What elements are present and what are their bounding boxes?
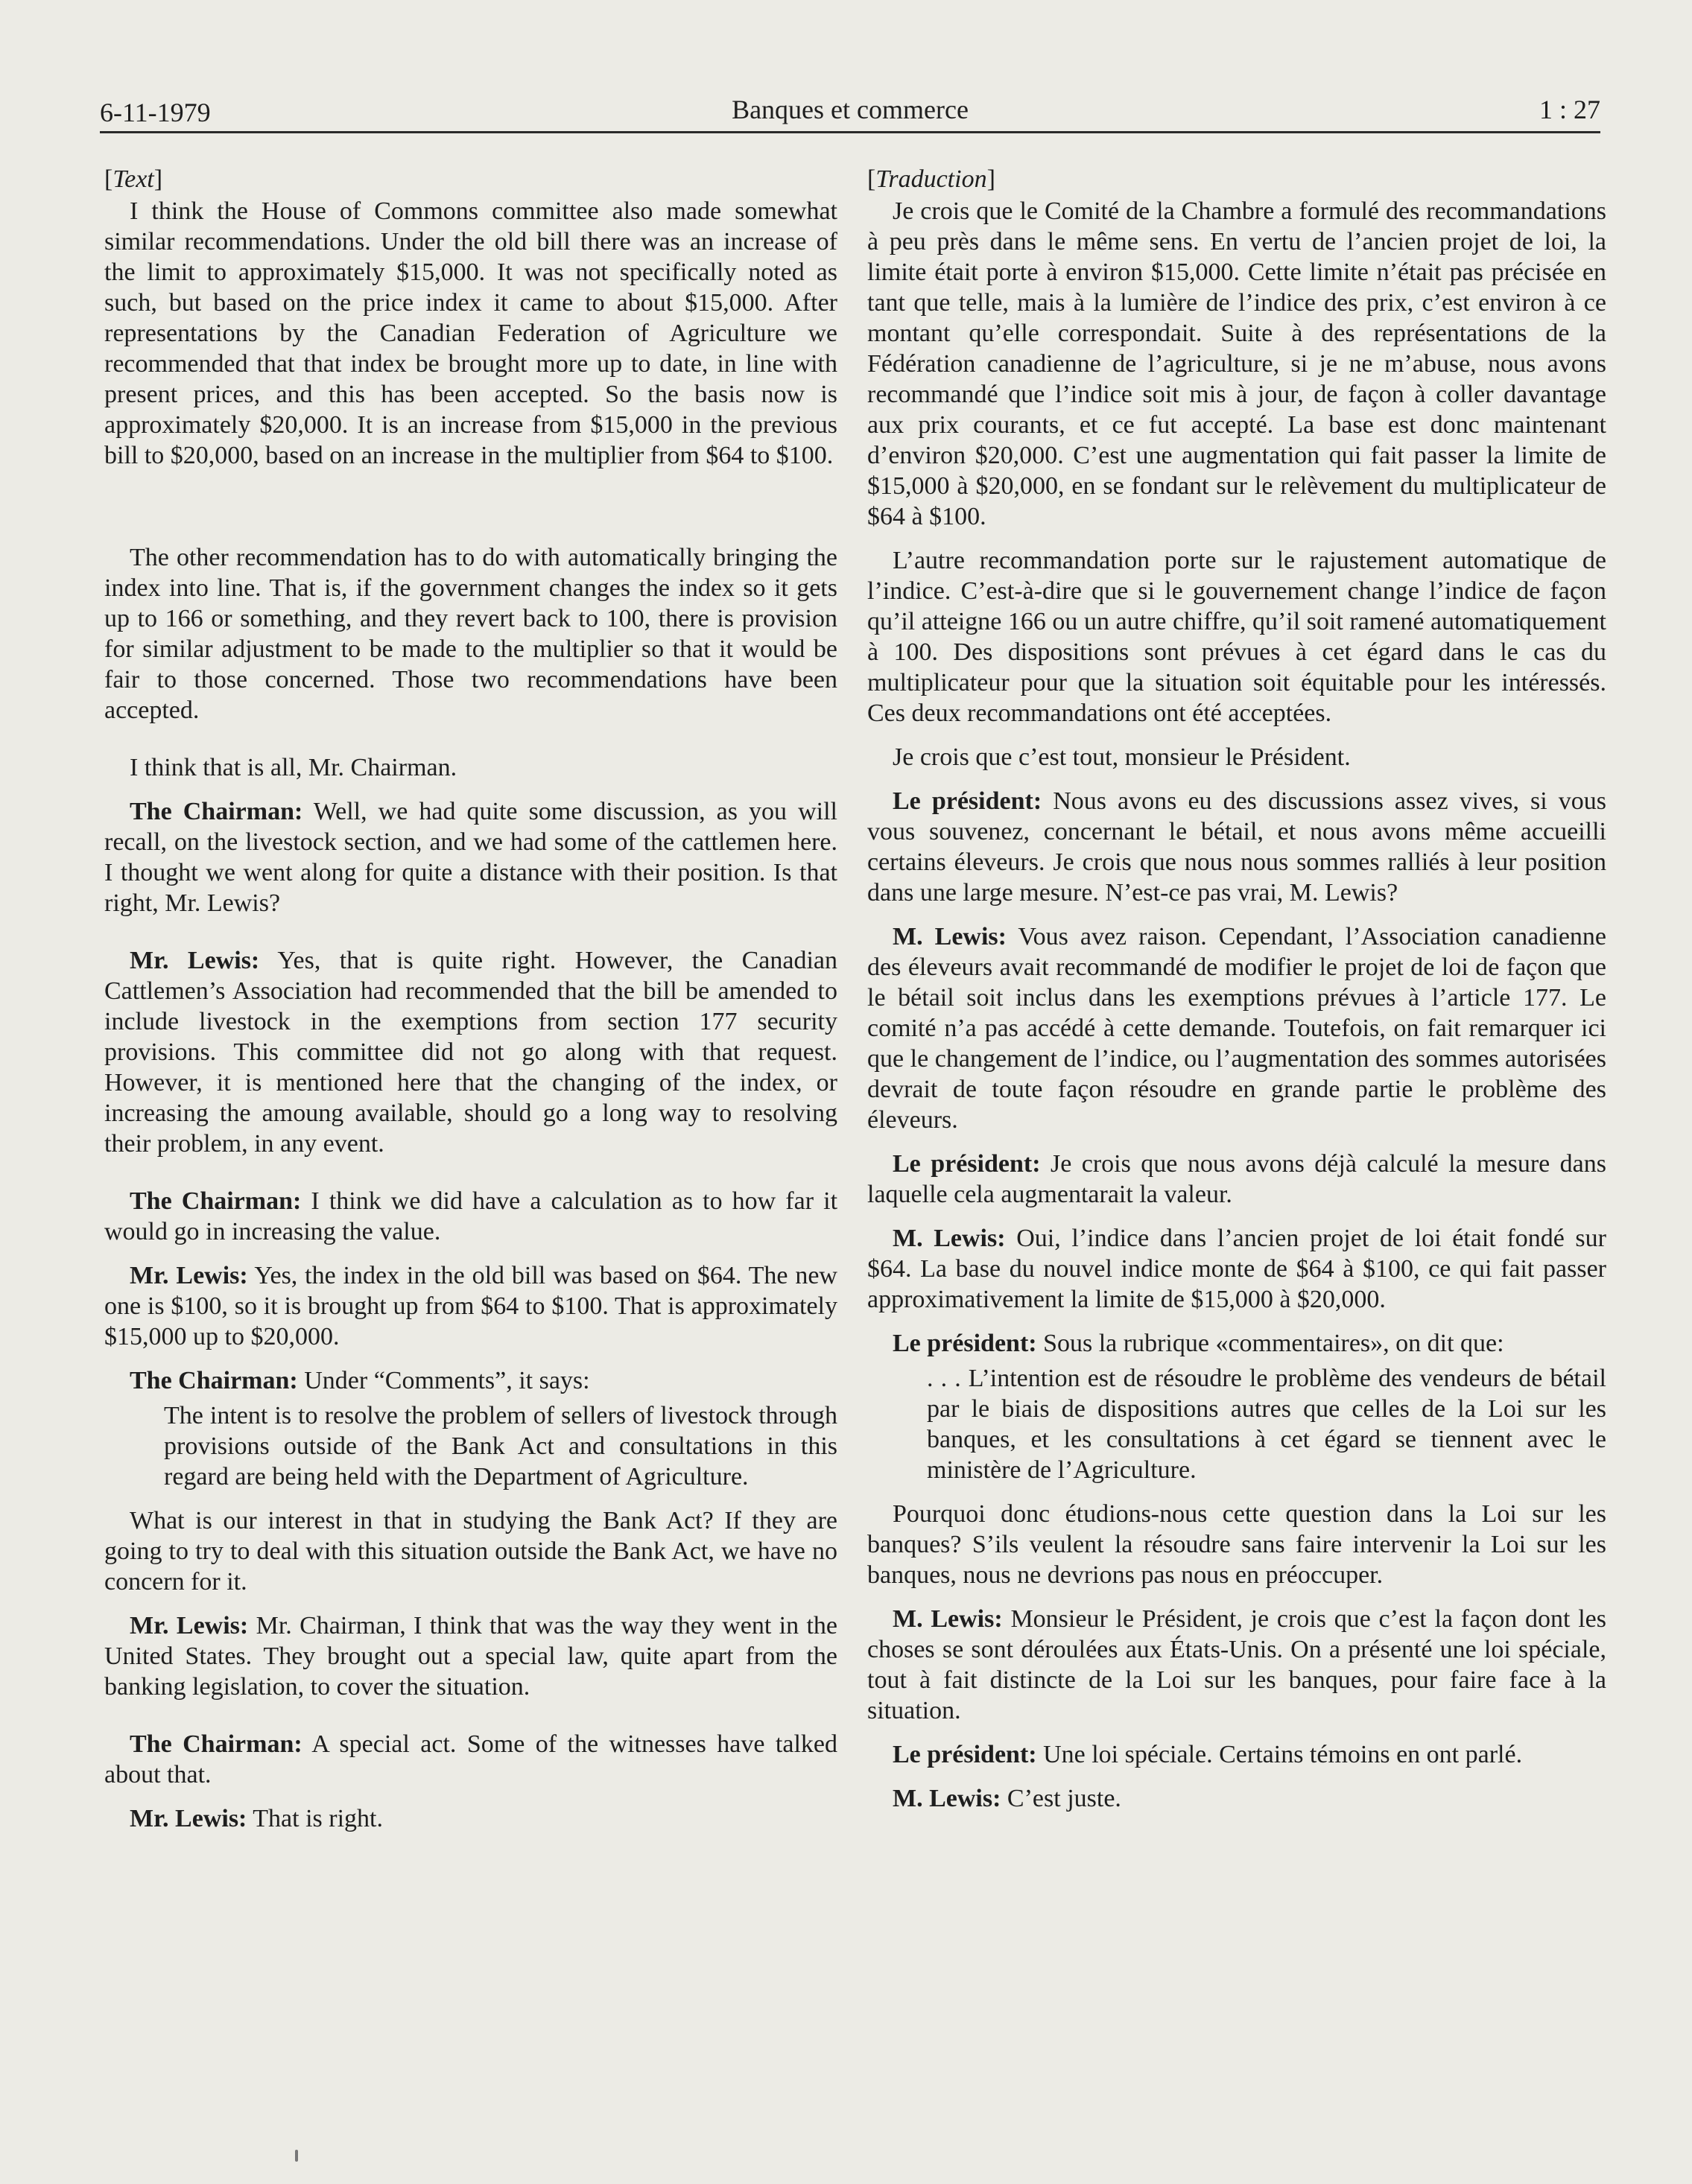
paragraph: Je crois que le Comité de la Chambre a formulé des recommandations à peu près dans le même sens. En vertu de l’ancien projet de loi, la limite était porte à environ $15,000. Cette limite n’était pas précisée en tant que telle, mais à la lumière de l’indice des prix, c’est environ à ce montant qu’elle correspondait. Suite à des représentations de la Fédération canadienne de l’agriculture, si je ne m’abuse, nous avons recommandé que l’indice soit mis à jour, de façon à coller davantage aux prix courants, et ce fut accepté. La base est donc maintenant d’environ $20,000. C’est une augmentation qui fait passer la limite de $15,000 à $20,000, en se fondant sur le relèvement du multiplicateur de $64 à $100.: [867, 197, 1606, 530]
speaker-name: Mr. Lewis:: [130, 947, 260, 974]
speaker-name: Le président:: [893, 1330, 1037, 1357]
speaker-name: M. Lewis:: [893, 923, 1007, 950]
paragraph: I think the House of Commons committee also made somewhat similar recommendations. Under the old bill there was an increase of the limit to approximately $15,000. It was not specifically noted as such, but based on the price index it came to about $15,000. After representations by the Canadian Federation of Agriculture we recommended that that index be brought more up to date, in line with present prices, and this has been accepted. So the basis now is approximately $20,000. It is an increase from $15,000 in the previous bill to $20,000, based on an increase in the multiplier from $64 to $100.: [104, 197, 837, 469]
speaker-name: Mr. Lewis:: [130, 1612, 249, 1639]
paragraph: Je crois que c’est tout, monsieur le Président.: [893, 743, 1351, 771]
paragraph: What is our interest in that in studying the Bank Act? If they are going to try to deal with this situation outside the Bank Act, we have no concern for it.: [104, 1507, 837, 1596]
column-tag: [Traduction]: [867, 165, 995, 193]
speaker-name: The Chairman:: [130, 1367, 298, 1394]
speaker-name: Mr. Lewis:: [130, 1805, 247, 1832]
speaker-paragraph: The Chairman: Well, we had quite some discussion, as you will recall, on the livestock section, and we had some of the cattlemen here. I thought we went along for quite a distance with their position. Is that right, Mr. Lewis?: [104, 798, 837, 917]
block-quote: The intent is to resolve the problem of sellers of livestock through provisions outside of the Bank Act and consultations in this regard are being held with the Department of Agriculture.: [164, 1402, 837, 1491]
speaker-name: The Chairman:: [130, 1730, 302, 1758]
french-column: [867, 164, 1606, 1814]
speaker-paragraph: The Chairman: I think we did have a calculation as to how far it would go in increasing the value.: [104, 1187, 838, 1245]
speaker-paragraph: M. Lewis: C’est juste.: [893, 1785, 1121, 1812]
speaker-paragraph: Le président: Nous avons eu des discussions assez vives, si vous vous souvenez, concernant le bétail, et nous avons même accueilli certains éleveurs. Je crois que nous nous sommes ralliés à leur position dans une large mesure. N’est-ce pas vrai, M. Lewis?: [867, 787, 1607, 907]
column-tag: [Text]: [104, 165, 163, 193]
speaker-paragraph: Le président: Sous la rubrique «commentaires», on dit que:: [893, 1330, 1504, 1357]
english-column: [104, 164, 837, 1834]
speaker-paragraph: Le président: Une loi spéciale. Certains témoins en ont parlé.: [893, 1741, 1523, 1768]
header-page-number: 1 : 27: [1539, 95, 1600, 124]
speaker-paragraph: The Chairman: A special act. Some of the witnesses have talked about that.: [104, 1730, 838, 1788]
speaker-name: Le président:: [893, 787, 1042, 815]
paragraph: The other recommendation has to do with automatically bringing the index into line. That is, if the government changes the index so it gets up to 166 or something, and they revert back to 100, there is provision for similar adjustment to be made to the multiplier so that it would be fair to those concerned. Those two recommendations have been accepted.: [104, 544, 837, 724]
speaker-name: Le président:: [893, 1741, 1037, 1768]
speaker-name: M. Lewis:: [893, 1605, 1003, 1633]
speaker-paragraph: Mr. Lewis: That is right.: [130, 1805, 383, 1832]
header-date: 6-11-1979: [100, 98, 211, 127]
header-title: Banques et commerce: [732, 95, 969, 124]
speaker-paragraph: M. Lewis: Monsieur le Président, je crois que c’est la façon dont les choses se sont déroulées aux États-Unis. On a présenté une loi spéciale, tout à fait distincte de la Loi sur les banques, pour faire face à la situation.: [867, 1605, 1607, 1724]
speaker-name: The Chairman:: [130, 798, 303, 825]
paragraph: I think that is all, Mr. Chairman.: [130, 754, 457, 781]
speaker-name: M. Lewis:: [893, 1785, 1001, 1812]
speaker-paragraph: Mr. Lewis: Mr. Chairman, I think that was the way they went in the United States. They brought out a special law, quite apart from the banking legislation, to cover the situation.: [104, 1612, 838, 1701]
paragraph: Pourquoi donc étudions-nous cette question dans la Loi sur les banques? S’ils veulent la résoudre sans faire intervenir la Loi sur les banques, nous ne devrions pas nous en préoccuper.: [867, 1500, 1606, 1589]
speaker-paragraph: The Chairman: Under “Comments”, it says:: [130, 1367, 590, 1394]
paragraph: L’autre recommandation porte sur le rajustement automatique de l’indice. C’est-à-dire que si le gouvernement change l’indice de façon qu’il atteigne 166 ou un autre chiffre, qu’il soit ramené automatiquement à 100. Des dispositions sont prévues à cet égard dans le cas du multiplicateur pour que la situation soit équitable pour les intéressés. Ces deux recommandations ont été acceptées.: [867, 547, 1606, 727]
speaker-name: M. Lewis:: [893, 1225, 1006, 1252]
speaker-paragraph: Mr. Lewis: Yes, that is quite right. However, the Canadian Cattlemen’s Association had recommended that the bill be amended to include livestock in the exemptions from section 177 security provisions. This committee did not go along with that request. However, it is mentioned here that the changing of the index, or increasing the amoung available, should go a long way to resolving their problem, in any event.: [104, 947, 838, 1158]
page-header: [100, 88, 1600, 133]
paper-mark: [295, 2150, 298, 2162]
speaker-name: Mr. Lewis:: [130, 1262, 248, 1289]
speaker-paragraph: M. Lewis: Vous avez raison. Cependant, l’Association canadienne des éleveurs avait recommandé de modifier le projet de loi de façon que le bétail soit inclus dans les exemptions prévues à l’article 177. Le comité n’a pas accédé à cette demande. Toutefois, on fait remarquer ici que le changement de l’indice, ou l’augmentation des sommes autorisées devrait de toute façon résoudre en grande partie le problème des éleveurs.: [867, 923, 1606, 1134]
block-quote: . . . L’intention est de résoudre le problème des vendeurs de bétail par le biais de dispositions autres que celles de la Loi sur les banques, et les consultations à cet égard se tiennent avec le ministère de l’Agriculture.: [927, 1365, 1606, 1484]
speaker-paragraph: Mr. Lewis: Yes, the index in the old bill was based on $64. The new one is $100, so it is brought up from $64 to $100. That is approximately $15,000 up to $20,000.: [104, 1262, 837, 1350]
speaker-name: Le président:: [893, 1150, 1041, 1178]
speaker-name: The Chairman:: [130, 1187, 302, 1215]
speaker-paragraph: M. Lewis: Oui, l’indice dans l’ancien projet de loi était fondé sur $64. La base du nouvel indice monte de $64 à $100, ce qui fait passer approximativement la limite de $15,000 à $20,000.: [867, 1225, 1606, 1313]
speaker-paragraph: Le président: Je crois que nous avons déjà calculé la mesure dans laquelle cela augmentarait la valeur.: [867, 1150, 1607, 1208]
